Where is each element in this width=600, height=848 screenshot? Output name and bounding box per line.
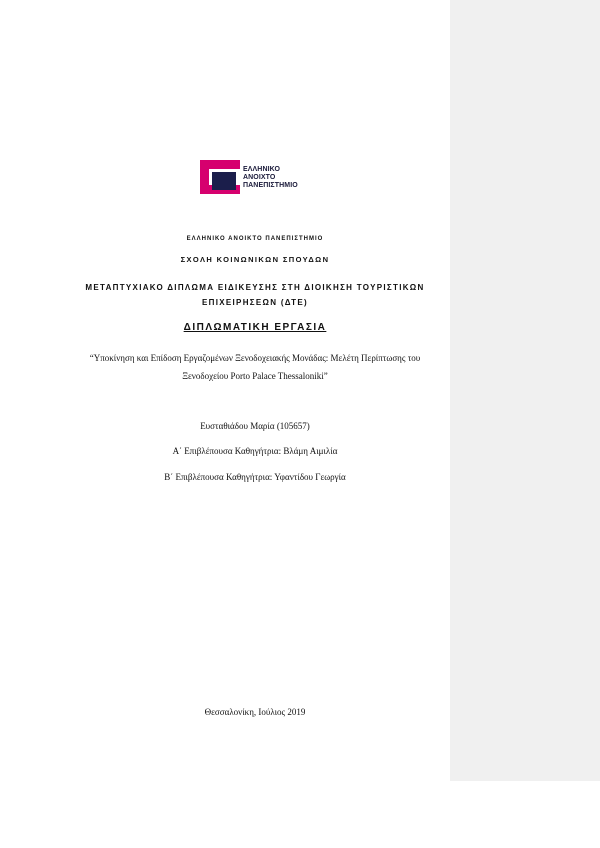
program-name xyxy=(60,280,450,310)
thesis-title-line-2: Ξενοδοχείου Porto Palace Thessaloniki” xyxy=(182,371,328,381)
first-supervisor: Α΄ Επιβλέπουσα Καθηγήτρια: Βλάμη Αιμιλία xyxy=(172,446,338,456)
university-logo xyxy=(200,160,320,194)
comment-margin-pane xyxy=(450,0,600,781)
program-line-2: ΕΠΙΧΕΙΡΗΣΕΩΝ (ΔΤΕ) xyxy=(202,298,308,307)
thesis-title-line-1: “Υποκίνηση και Επίδοση Εργαζομένων Ξενοδοχειακής Μονάδας: Μελέτη Περίπτωσης του xyxy=(89,353,421,363)
logo-wordmark xyxy=(243,166,298,190)
program-line-1: ΜΕΤΑΠΤΥΧΙΑΚΟ ΔΙΠΛΩΜΑ ΕΙΔΙΚΕΥΣΗΣ ΣΤΗ ΔΙΟΙΚΗΣΗ ΤΟΥΡΙΣΤΙΚΩΝ xyxy=(85,283,425,292)
eap-logo-icon xyxy=(200,160,240,194)
logo-line-1: ΕΛΛΗΝΙΚΟ xyxy=(243,166,281,173)
place-date: Θεσσαλονίκη, Ιούλιος 2019 xyxy=(204,707,306,717)
thesis-type-heading: ΔΙΠΛΩΜΑΤΙΚΗ ΕΡΓΑΣΙΑ xyxy=(183,322,327,333)
author-name: Ευσταθιάδου Μαρία (105657) xyxy=(200,421,310,431)
logo-line-2: ΑΝΟΙΧΤΟ xyxy=(243,174,276,181)
second-supervisor: Β΄ Επιβλέπουσα Καθηγήτρια: Υφαντίδου Γεωργία xyxy=(164,472,346,482)
thesis-title xyxy=(60,349,450,385)
logo-line-3: ΠΑΝΕΠΙΣΤΗΜΙΟ xyxy=(243,182,298,189)
school-name: ΣΧΟΛΗ ΚΟΙΝΩΝΙΚΩΝ ΣΠΟΥΔΩΝ xyxy=(180,255,330,264)
university-name: ΕΛΛΗΝΙΚΟ ΑΝΟΙΚΤΟ ΠΑΝΕΠΙΣΤΗΜΙΟ xyxy=(186,236,324,242)
